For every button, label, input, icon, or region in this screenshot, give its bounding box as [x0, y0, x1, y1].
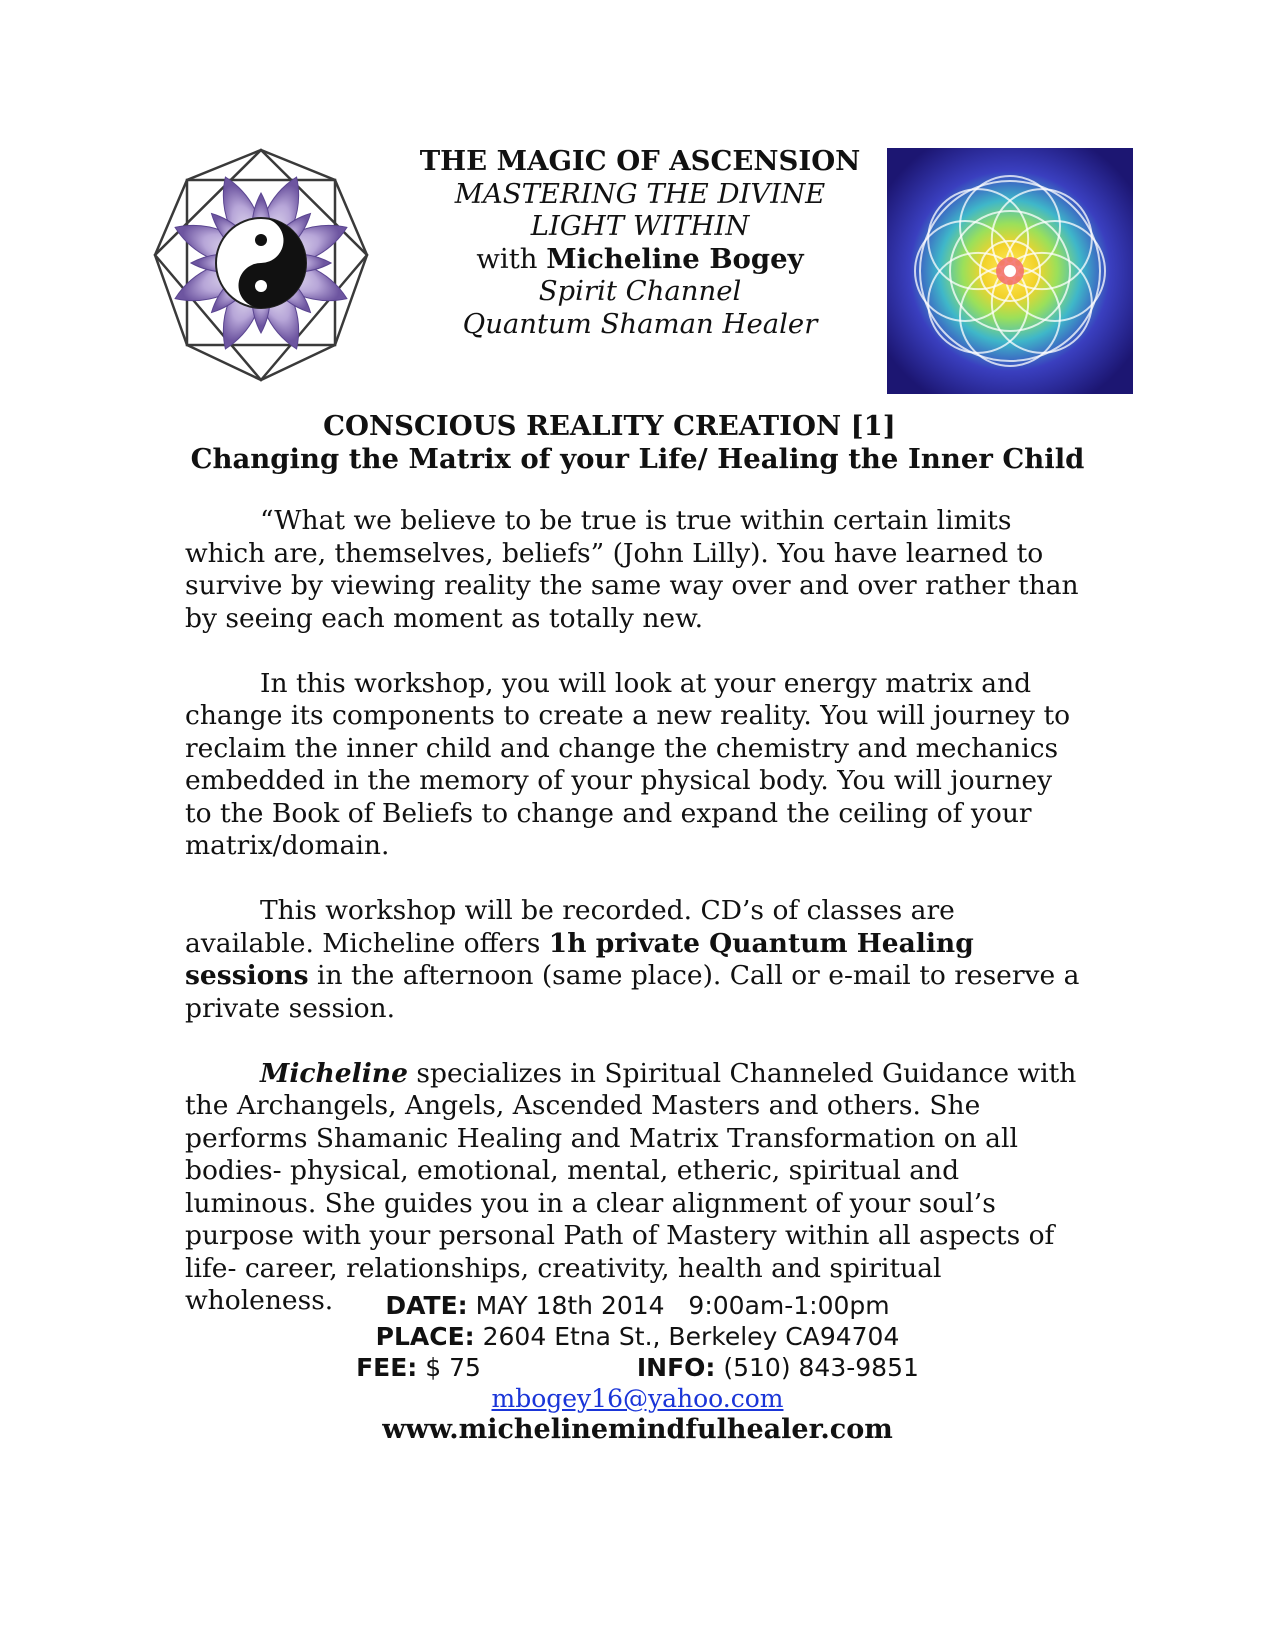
- presenter-role1: Spirit Channel: [538, 275, 742, 307]
- paragraph-quote: “What we believe to be true is true within certain limits which are, themselves, beliefs” (John Lilly). You have learned to survive by viewing reality the same way over and over rather than by seeing each moment as totally new.: [185, 505, 1079, 634]
- bio-text: specializes in Spiritual Channeled Guidance with the Archangels, Angels, Ascended Masters and others. She performs Shamanic Healing and Matrix Transformation on all bodies- physical, emotional, mental, etheric, spiritual and luminous. She guides you in a clear alignment of your soul’s purpose with your personal Path of Mastery within all aspects of life- career, relationships, creativity, health and spiritual wholeness.: [185, 1057, 1077, 1316]
- presenter-role2: Quantum Shaman Healer: [462, 307, 818, 340]
- fee-info-line: [0, 1352, 1275, 1383]
- website-url[interactable]: www.michelinemindfulhealer.com: [382, 1414, 893, 1445]
- fee-label: FEE:: [356, 1353, 418, 1382]
- fee-value: $ 75: [425, 1353, 481, 1382]
- presenter-line: [380, 243, 900, 276]
- event-subtitle-line1: MASTERING THE DIVINE: [454, 177, 826, 210]
- presenter-name: Micheline Bogey: [546, 242, 804, 275]
- bio-name: Micheline: [260, 1057, 408, 1089]
- body-text: [185, 505, 1085, 1350]
- event-title: THE MAGIC OF ASCENSION: [419, 145, 861, 177]
- info-label: INFO:: [636, 1353, 716, 1382]
- event-subtitle-line2: LIGHT WITHIN: [530, 210, 750, 242]
- email-link[interactable]: mbogey16@yahoo.com: [491, 1384, 784, 1413]
- section-heading: [0, 410, 1275, 476]
- place-line: [0, 1321, 1275, 1352]
- section-title: CONSCIOUS REALITY CREATION [1]: [323, 410, 896, 442]
- place-value: 2604 Etna St., Berkeley CA94704: [482, 1322, 900, 1351]
- paragraph-workshop: In this workshop, you will look at your energy matrix and change its components to create a new reality. You will journey to reclaim the inner child and change the chemistry and mechanics embedded in the memory of your physical body. You will journey to the Book of Beliefs to change and expand the ceiling of your matrix/domain.: [185, 667, 1071, 861]
- date-value: MAY 18th 2014 9:00am-1:00pm: [475, 1291, 890, 1320]
- lotus-yin-yang-logo-icon: [150, 145, 372, 385]
- paragraph-bio: [185, 1058, 1085, 1318]
- date-line: [0, 1290, 1275, 1321]
- section-subtitle: Changing the Matrix of your Life/ Healing the Inner Child: [190, 443, 1085, 475]
- event-details: [0, 1290, 1275, 1445]
- private-sessions-highlight: 1h private Quantum Healing sessions: [185, 927, 974, 991]
- paragraph-recording: [185, 895, 1085, 1025]
- date-label: DATE:: [385, 1291, 468, 1320]
- recording-text-a: This workshop will be recorded. CD’s of classes are available. Micheline offers: [185, 895, 955, 959]
- place-label: PLACE:: [375, 1322, 475, 1351]
- flower-of-life-mandala-icon: [887, 148, 1133, 394]
- info-phone: (510) 843-9851: [723, 1353, 919, 1382]
- recording-text-b: in the afternoon (same place). Call or e-mail to reserve a private session.: [185, 960, 1080, 1024]
- with-prefix: with: [476, 242, 538, 275]
- header: [380, 145, 900, 340]
